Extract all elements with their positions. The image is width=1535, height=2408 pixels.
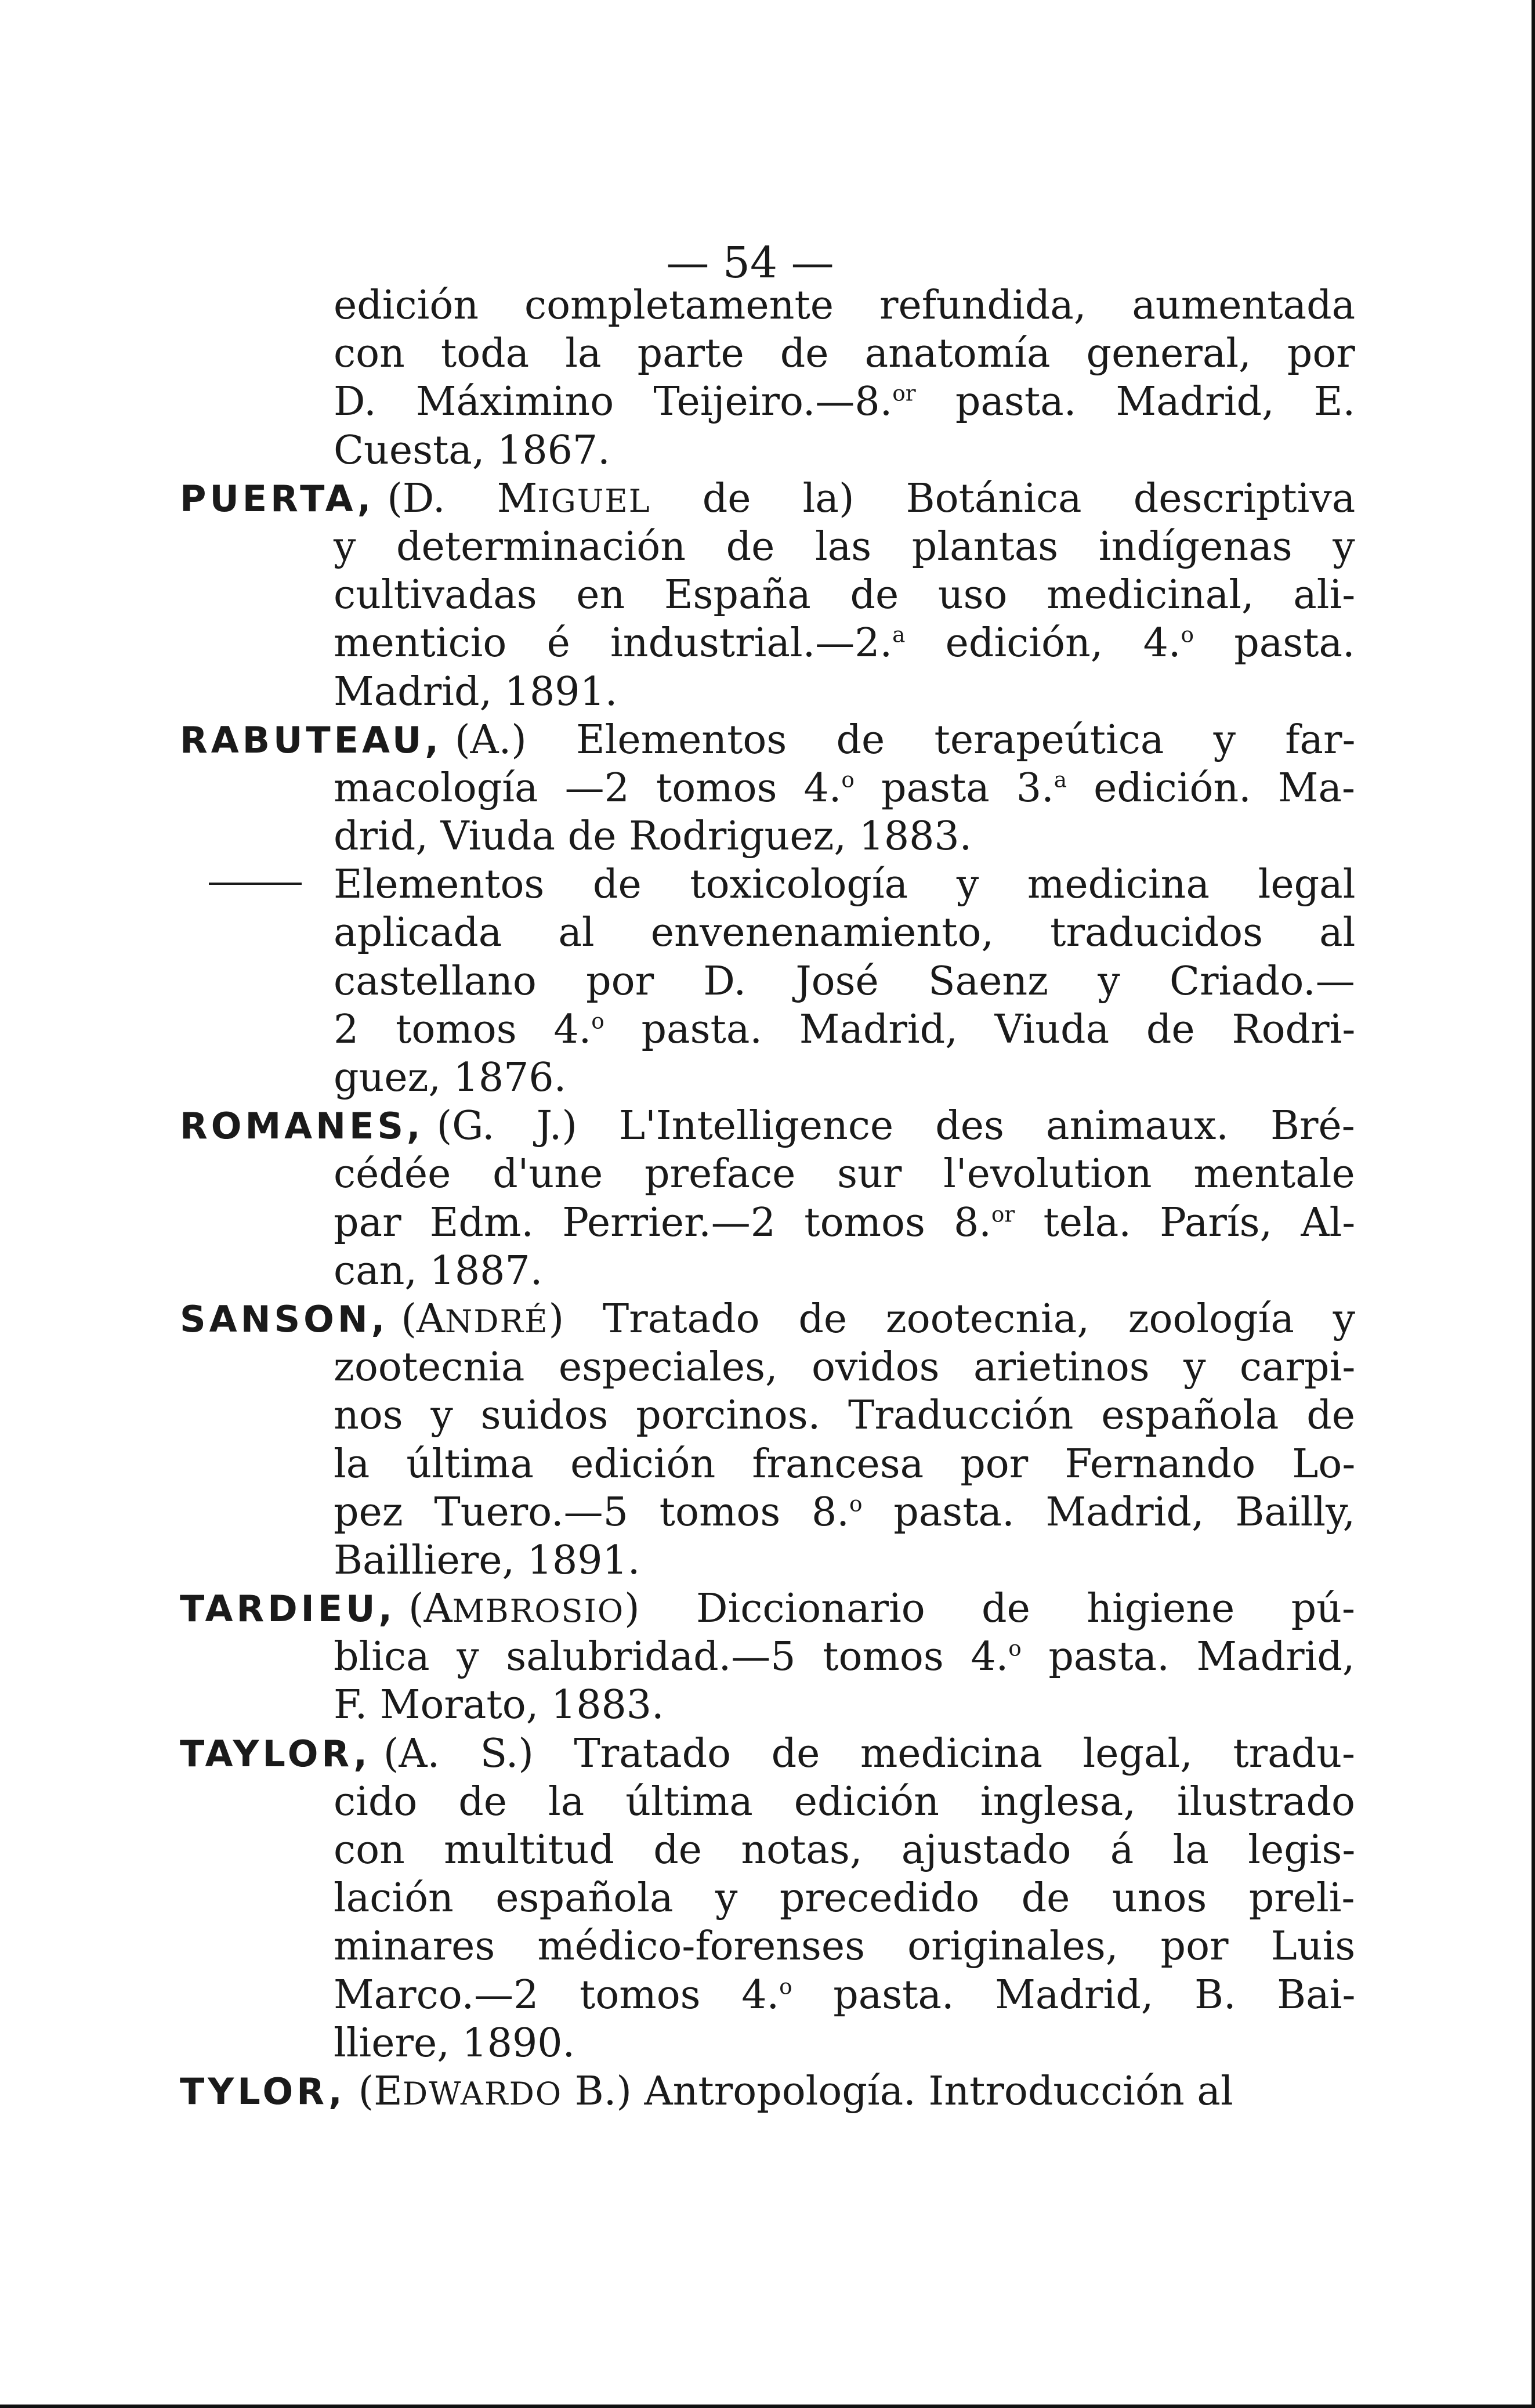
entry-text: (EDWARDO B.) Antropología. Introducción al	[358, 2068, 1233, 2114]
entry-heading: ROMANES,	[180, 1105, 424, 1148]
entry-text: nos y suidos porcinos. Traducción española de	[334, 1393, 1355, 1439]
text-line	[0, 812, 1535, 860]
entry-text: Marco.—2 tomos 4.$^o$ pasta. Madrid, B. Bai-	[334, 1972, 1356, 2018]
text-line	[0, 1536, 1535, 1585]
text-line	[0, 1633, 1535, 1681]
entry-text: macología —2 tomos 4.$^o$ pasta 3.$^a$ edición. Ma-	[334, 765, 1355, 811]
entry-text: blica y salubridad.—5 tomos 4.$^o$ pasta. Madrid,	[334, 1634, 1355, 1680]
entry-text: cido de la última edición inglesa, ilustrado	[334, 1778, 1355, 1825]
entry-text: (AMBROSIO) Diccionario de higiene pú-	[408, 1586, 1355, 1632]
text-line	[0, 957, 1535, 1006]
text-line	[0, 1343, 1535, 1391]
text-line	[0, 1778, 1535, 1826]
entry-text: Madrid, 1891.	[334, 668, 618, 715]
entry-text: la última edición francesa por Fernando Lo-	[334, 1441, 1356, 1487]
entry-text: (A.) Elementos de terapeútica y far-	[454, 717, 1356, 763]
entry-text: (ANDRÉ) Tratado de zootecnia, zoología y	[401, 1296, 1356, 1342]
text-line	[0, 619, 1535, 667]
entry-heading: SANSON,	[180, 1297, 389, 1340]
text-line	[0, 2067, 1535, 2116]
text-line	[0, 1971, 1535, 2019]
entry-text: Elementos de toxicología y medicina legal	[334, 862, 1356, 908]
entry-text: menticio é industrial.—2.$^a$ edición, 4.$^o$ pasta.	[334, 620, 1355, 667]
entry-heading: TAYLOR,	[180, 1732, 371, 1775]
entry-author: (A.)	[454, 717, 527, 763]
text-line	[0, 716, 1535, 764]
text-line	[0, 1826, 1535, 1874]
text-line	[0, 1681, 1535, 1729]
text-line	[0, 1440, 1535, 1488]
text-line	[0, 1585, 1535, 1633]
entry-heading: TARDIEU,	[180, 1588, 396, 1630]
text-line	[0, 1488, 1535, 1536]
entry-text: Cuesta, 1867.	[334, 427, 610, 473]
text-line	[0, 1391, 1535, 1440]
text-line	[0, 1054, 1535, 1102]
text-line	[0, 475, 1535, 523]
text-line	[0, 426, 1535, 475]
entry-text: par Edm. Perrier.—2 tomos 8.$^{or}$ tela. París, Al-	[334, 1199, 1356, 1246]
text-line	[0, 1730, 1535, 1778]
text-line	[0, 1006, 1535, 1054]
text-line	[0, 1247, 1535, 1295]
entry-text: (D. MIGUEL de la) Botánica descriptiva	[387, 475, 1356, 522]
entry-text: lación española y precedido de unos preli-	[334, 1875, 1355, 1922]
entry-text: guez, 1876.	[334, 1055, 567, 1101]
entry-heading: RABUTEAU,	[180, 718, 442, 761]
entry-author: (ANDRÉ)	[401, 1296, 564, 1342]
entry-author: (A. S.)	[383, 1730, 534, 1777]
entry-text: aplicada al envenenamiento, traducidos al	[334, 910, 1356, 956]
entry-text: lliere, 1890.	[334, 2020, 575, 2066]
text-line	[0, 668, 1535, 716]
text-line	[0, 378, 1535, 426]
entry-text: minares médico-forenses originales, por Luis	[334, 1923, 1356, 1970]
entry-text: pez Tuero.—5 tomos 8.$^o$ pasta. Madrid, Bailly,	[334, 1489, 1356, 1535]
entry-author: (D. MIGUEL de la)	[387, 475, 855, 522]
entry-text: zootecnia especiales, ovidos arietinos y carpi-	[334, 1344, 1356, 1391]
entry-text: y determinación de las plantas indígenas y	[334, 523, 1355, 570]
text-line	[0, 2019, 1535, 2067]
entry-text: (G. J.) L'Intelligence des animaux. Bré-	[436, 1103, 1355, 1149]
entry-text: drid, Viuda de Rodriguez, 1883.	[334, 813, 972, 860]
entry-author: (G. J.)	[436, 1103, 577, 1149]
entry-text: con multitud de notas, ajustado á la legis-	[334, 1827, 1356, 1873]
text-line	[0, 1150, 1535, 1198]
entry-text: edición completamente refundida, aumentada	[334, 283, 1356, 328]
entry-text: cédée d'une preface sur l'evolution mentale	[334, 1151, 1355, 1198]
text-line	[0, 523, 1535, 571]
entry-text: F. Morato, 1883.	[334, 1682, 664, 1729]
entry-text: cultivadas en España de uso medicinal, ali-	[334, 572, 1356, 619]
text-line	[0, 1922, 1535, 1970]
text-line	[0, 1102, 1535, 1150]
entry-text: (A. S.) Tratado de medicina legal, tradu-	[383, 1730, 1356, 1777]
text-line	[0, 330, 1535, 378]
entry-text: 2 tomos 4.$^o$ pasta. Madrid, Viuda de Rodri-	[334, 1006, 1356, 1053]
entry-text: con toda la parte de anatomía general, por	[334, 331, 1355, 377]
entry-text: castellano por D. José Saenz y Criado.—	[334, 958, 1355, 1004]
text-line	[0, 860, 1535, 909]
text-line	[0, 281, 1535, 330]
text-line	[0, 909, 1535, 957]
text-line	[0, 1199, 1535, 1247]
text-body	[0, 281, 1535, 2116]
text-line	[0, 764, 1535, 812]
entry-text: D. Máximino Teijeiro.—8.$^{or}$ pasta. Madrid, E.	[334, 379, 1356, 425]
entry-author: (AMBROSIO)	[408, 1586, 640, 1632]
text-line	[0, 571, 1535, 619]
entry-author: (EDWARDO B.)	[358, 2068, 632, 2114]
text-line	[0, 1874, 1535, 1922]
entry-heading: PUERTA,	[180, 477, 375, 520]
text-line	[0, 1295, 1535, 1343]
entry-text: Bailliere, 1891.	[334, 1537, 640, 1583]
ditto-rule	[209, 860, 302, 909]
entry-text: can, 1887.	[334, 1248, 543, 1294]
page-number: — 54 —	[666, 238, 834, 288]
entry-heading: TYLOR,	[180, 2070, 346, 2113]
